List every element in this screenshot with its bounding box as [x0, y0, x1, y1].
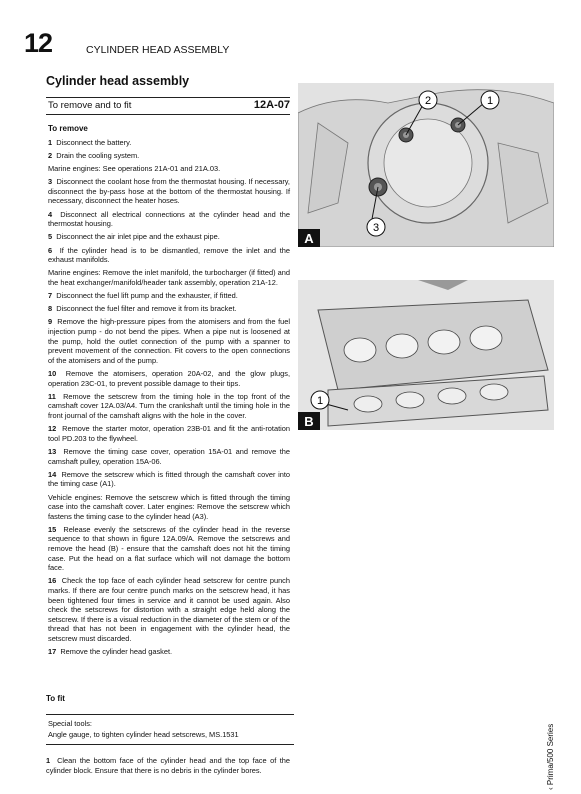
step-text: Marine engines: Remove the inlet manifold, the turbocharger (if fitted) and the heat exchanger/manifold/header tank assembly, operation 21A-12. [48, 268, 290, 287]
step-text: Remove the cylinder head gasket. [60, 647, 173, 657]
remove-step [48, 177, 290, 206]
step-number: 9 [48, 317, 53, 327]
step-text: Remove the setscrew which is fitted through the camshaft cover into the timing case (A1). [48, 469, 291, 489]
step-text: Disconnect the battery. [56, 137, 132, 147]
section-title: Cylinder head assembly [46, 74, 190, 88]
remove-heading: To remove [48, 124, 88, 133]
step-number: 2 [48, 150, 53, 160]
operation-row [46, 97, 290, 115]
remove-step [48, 268, 290, 287]
remove-step [48, 151, 290, 161]
figure-a-label: A [304, 231, 314, 246]
fit-heading: To fit [46, 694, 65, 703]
step-number: 11 [48, 391, 56, 401]
step-number: 6 [48, 245, 53, 255]
figure-a [298, 83, 554, 247]
remove-step [48, 470, 290, 489]
step-text: Remove the setscrew from the timing hole in the top front of the camshaft cover 12A.03/A4. Turn the crankshaft until the timing hole in the front journal of the camshaft aligns with the hole in the cover. [48, 391, 290, 420]
remove-column [48, 124, 290, 660]
step-text: Disconnect the coolant hose from the thermostat housing. If necessary, disconnect the by-pass hose at the bottom of the thermostat housing. If necessary, disconnect the heater hoses. [48, 177, 290, 206]
step-text: Release evenly the setscrews of the cylinder head in the reverse sequence to that shown in figure 12A.09/A. Remove the setscrews and remove the head (B) - ensure that the camshaft does not hit the timing case. Put the head on a flat surface which will not damage the bottom face. [48, 524, 290, 573]
remove-step [48, 576, 290, 643]
step-number: 1 [48, 137, 53, 147]
step-number: 3 [48, 177, 53, 187]
chapter-number: 12 [24, 28, 53, 58]
remove-step [48, 525, 290, 573]
step-text: If the cylinder head is to be dismantled, remove the inlet and the exhaust manifolds. [48, 245, 291, 265]
step-text: Remove the starter motor, operation 23B-01 and fit the anti-rotation tool PD.203 to the flywheel. [48, 424, 290, 443]
special-tools-item: Angle gauge, to tighten cylinder head setscrews, MS.1531 [48, 730, 239, 739]
figure-b [298, 280, 554, 430]
remove-step [48, 369, 290, 388]
remove-step [48, 304, 290, 314]
operation-code: 12A-07 [253, 99, 290, 111]
step-text: Drain the cooling system. [56, 150, 140, 160]
chapter-title: CYLINDER HEAD ASSEMBLY [86, 44, 230, 56]
step-number: 10 [48, 369, 57, 378]
remove-step [48, 424, 290, 443]
step-text: Disconnect the air inlet pipe and the exhaust pipe. [56, 232, 220, 242]
fit-step-number: 1 [46, 756, 51, 765]
step-text: Disconnect the fuel lift pump and the exhauster, if fitted. [56, 291, 238, 301]
step-text: Marine engines: See operations 21A-01 and 21A.03. [48, 163, 221, 173]
remove-step [48, 232, 290, 242]
remove-step [48, 291, 290, 301]
step-text: Check the top face of each cylinder head setscrew for centre punch marks. If there are four centre punch marks on the setscrew head, it has been tightened four times in service and it cannot be used again. Also check the setscrews for distortion with a straight edge held along the setscrew. If there is a visual reduction in the diameter of the stem or of the thread that has not been in engagement with the cylinder head, the setscrew must discarded. [48, 576, 290, 643]
step-text: Remove the high-pressure pipes from the atomisers and from the fuel injection pump - do not bend the pipes. When a pipe nut is loosened at the pump, hold the outlet connection of the pump with a spanner to prevent movement of the connection. Fit covers to the open connections of the atomisers and of the pump. [48, 317, 290, 365]
callout-3: 3 [372, 222, 380, 234]
step-number: 4 [48, 209, 53, 219]
callout-1: 1 [486, 95, 494, 107]
step-text: Disconnect all electrical connections at the cylinder head and the thermostat housing. [48, 209, 291, 229]
operation-label: To remove and to fit [48, 100, 132, 111]
step-number: 14 [48, 469, 57, 479]
figure-a-drawing [298, 83, 554, 247]
remove-step [48, 246, 290, 265]
remove-step [48, 210, 290, 229]
remove-step [48, 164, 290, 174]
callout-2: 2 [424, 95, 432, 107]
step-number: 16 [48, 576, 57, 586]
remove-step [48, 392, 290, 421]
step-text: Disconnect the fuel filter and remove it from its bracket. [56, 304, 237, 314]
figure-b-drawing [298, 280, 554, 430]
fit-step-1 [46, 756, 290, 775]
figure-b-label: B [304, 414, 314, 429]
step-text: Vehicle engines: Remove the setscrew which is fitted through the timing case into the camshaft cover. Later engines: Remove the setscrew which fastens the timing case to the cylinder head (A3). [48, 492, 290, 521]
step-number: 8 [48, 304, 53, 314]
remove-step [48, 317, 290, 365]
step-number: 15 [48, 524, 57, 534]
step-number: 7 [48, 291, 53, 301]
step-text: Remove the atomisers, operation 20A-02, and the glow plugs, operation 23C-01, to prevent possible damage to their tips. [48, 369, 290, 388]
step-text: Remove the timing case cover, operation 15A-01 and remove the camshaft pulley, operation 15A-06. [48, 446, 291, 466]
special-tools-box [46, 714, 294, 745]
special-tools-label: Special tools: [48, 719, 92, 728]
step-number: 13 [48, 446, 57, 456]
fit-step-text: Clean the bottom face of the cylinder head and the top face of the cylinder block. Ensure that there is no debris in the cylinder bores. [46, 756, 290, 775]
callout-1-b: 1 [316, 395, 324, 407]
remove-step [48, 138, 290, 148]
step-number: 12 [48, 424, 57, 434]
remove-step [48, 647, 290, 657]
series-side-text: ‹ Prima/500 Series [546, 723, 555, 790]
remove-step [48, 493, 290, 522]
remove-step [48, 447, 290, 466]
step-number: 5 [48, 232, 53, 242]
step-number: 17 [48, 647, 57, 657]
